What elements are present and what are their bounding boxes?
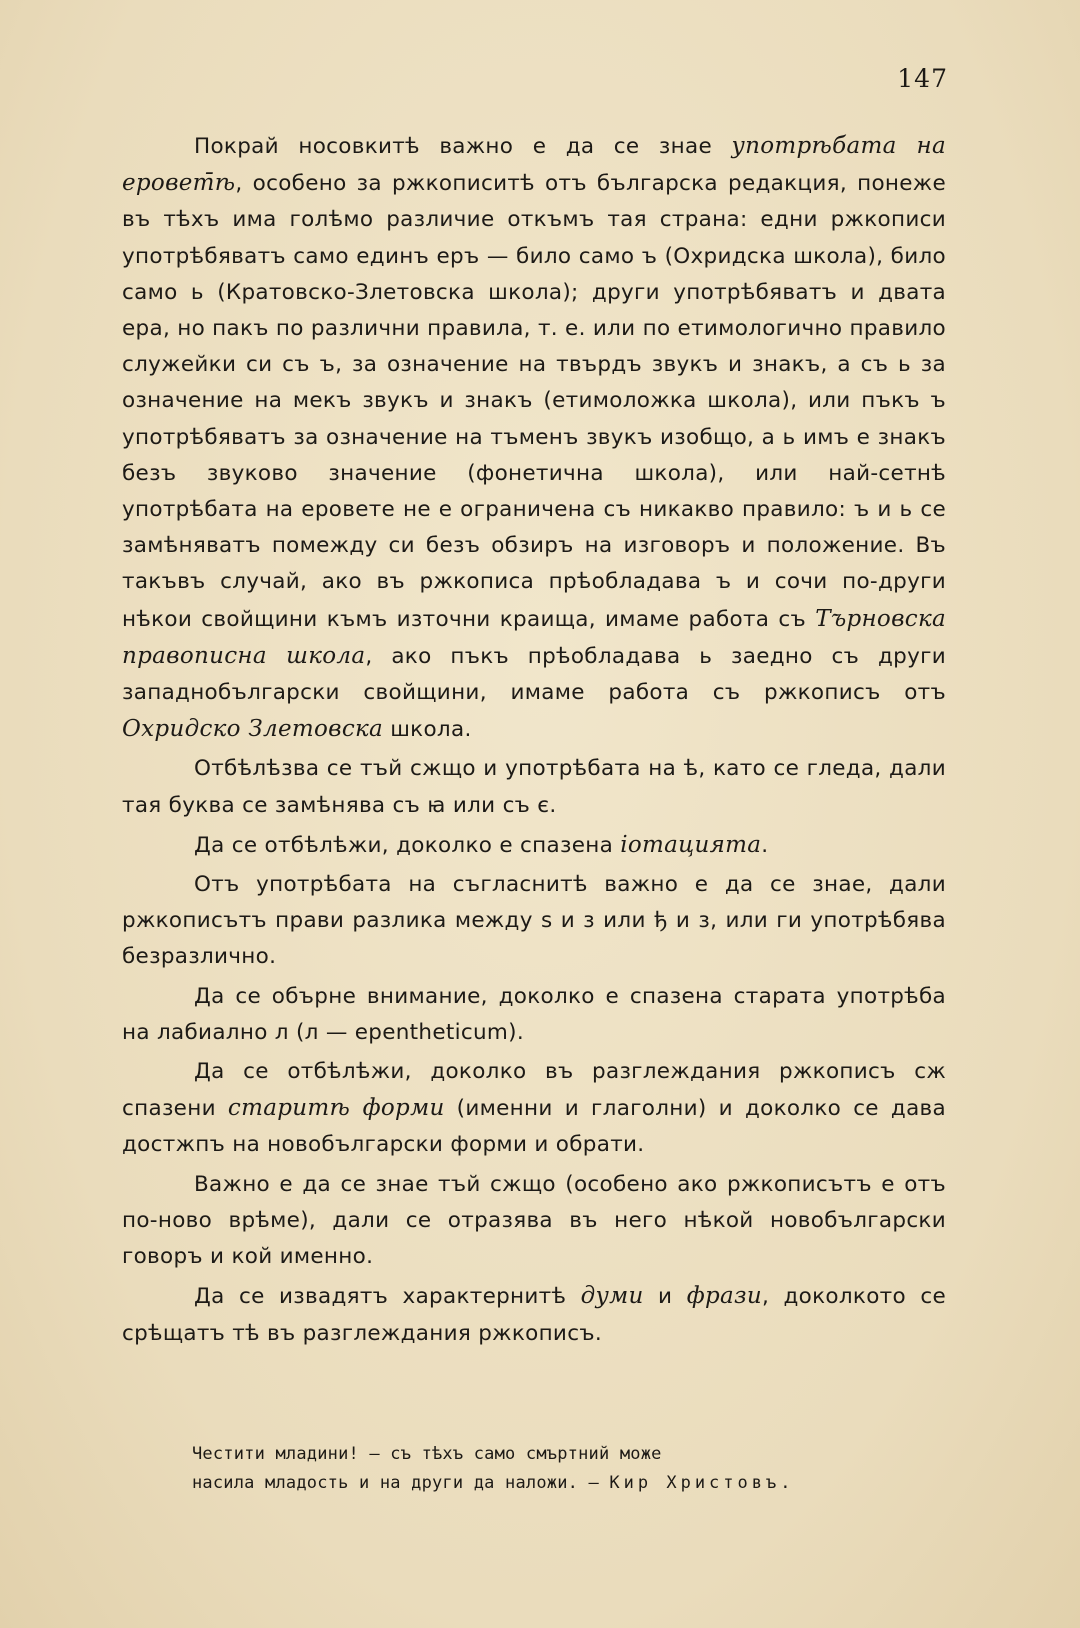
italic-term: думи [580,1283,644,1310]
paragraph [122,867,946,976]
text-run: Да се отбѣлѣжи, доколко въ разглеждания ржкописъ сж спазени [122,1059,946,1122]
epigraph-line-2 [192,1469,932,1498]
text-run: . [761,832,769,858]
epigraph-author: Кир Христовъ. [609,1473,795,1493]
text-run: Важно е да се знае тъй сжщо (особено ако ржкописътъ е отъ по-ново врѣме), дали се отразява въ него нѣкой новобългарски говоръ и кой именно. [122,1171,946,1270]
text-run: , ако пъкъ прѣобладава ь заедно съ други западнобългарски свойщини, имаме работа съ ржкописъ отъ [122,643,946,706]
italic-term: Охридско Злетовска [122,716,384,743]
italic-term: фрази [686,1283,762,1310]
italic-term: старитѣ форми [227,1095,445,1122]
text-run: Отъ употрѣбата на съгласнитѣ важно е да се знае, дали ржкописътъ прави разлика между ѕ и з или ђ и з, или ги употрѣбява безразлично. [122,872,946,970]
epigraph-line-1: Честити младини! — съ тѣхъ само смъртний може [192,1444,662,1464]
epigraph [192,1440,932,1498]
italic-term: Търновска правописна школа [122,605,946,669]
text-run: , доколкото се срѣщатъ тѣ въ разглеждания ржкописъ. [122,1284,946,1346]
paragraph [122,827,946,864]
italic-term: употрѣбата на еровет̄ѣ [122,133,946,197]
text-run: и [643,1284,687,1310]
paragraph [122,128,946,748]
epigraph-line-2-text: насила младость и на други да наложи. — [192,1473,599,1493]
text-run: школа. [383,717,472,743]
paragraph [122,1054,946,1164]
body-text [122,128,946,1355]
text-run: , особено за ржкописитѣ отъ българска редакция, понеже въ тѣхъ има голѣмо различие откъмъ тая страна: едни ржкописи употрѣбяватъ само единъ еръ — било само ъ (Охридска школа), било само ь (Кратовско-Злетовска школа); други употрѣбяватъ и двата ера, но пакъ по различни правила, т. е. или по етимологично правило служейки си съ ъ, за означение на твърдъ звукъ и знакъ, а съ ь за означение на мекъ звукъ и знакъ (етимоложка школа), или пъкъ ъ употрѣбяватъ за означение на тъменъ звукъ изобщо, а ь имъ е знакъ безъ звуково значение (фонетична школа), или най-сетнѣ употрѣбата на еровете не е ограничена съ никакво правило: ъ и ь се замѣняватъ помежду си безъ обзиръ на изговоръ и положение. Въ такъвъ случай, ако въ ржкописа прѣобладава ъ и сочи по-други нѣкои свойщини къмъ източни краища, имаме работа съ [122,171,946,632]
text-run: Покрай носовкитѣ важно е да се знае [194,134,732,159]
paragraph [122,979,946,1051]
text-run: Да се обърне внимание, доколко е спазена старата употрѣба на лабиално л (л — epentheticum). [122,983,946,1045]
text-run: Да се извадятъ характернитѣ [194,1284,581,1310]
page-number: 147 [897,64,948,93]
italic-term: іотацията [620,831,762,858]
paragraph [122,751,946,823]
text-run: (именни и глаголни) и доколко се дава достжпъ на новобългарски форми и обрати. [122,1096,946,1158]
text-run: Отбѣлѣзва се тъй сжщо и употрѣбата на ѣ, като се гледа, дали тая буква се замѣнява съ ꙗ или съ є. [122,756,946,818]
paragraph [122,1167,946,1276]
paragraph [122,1278,946,1351]
text-run: Да се отбѣлѣжи, доколко е спазена [194,832,621,858]
